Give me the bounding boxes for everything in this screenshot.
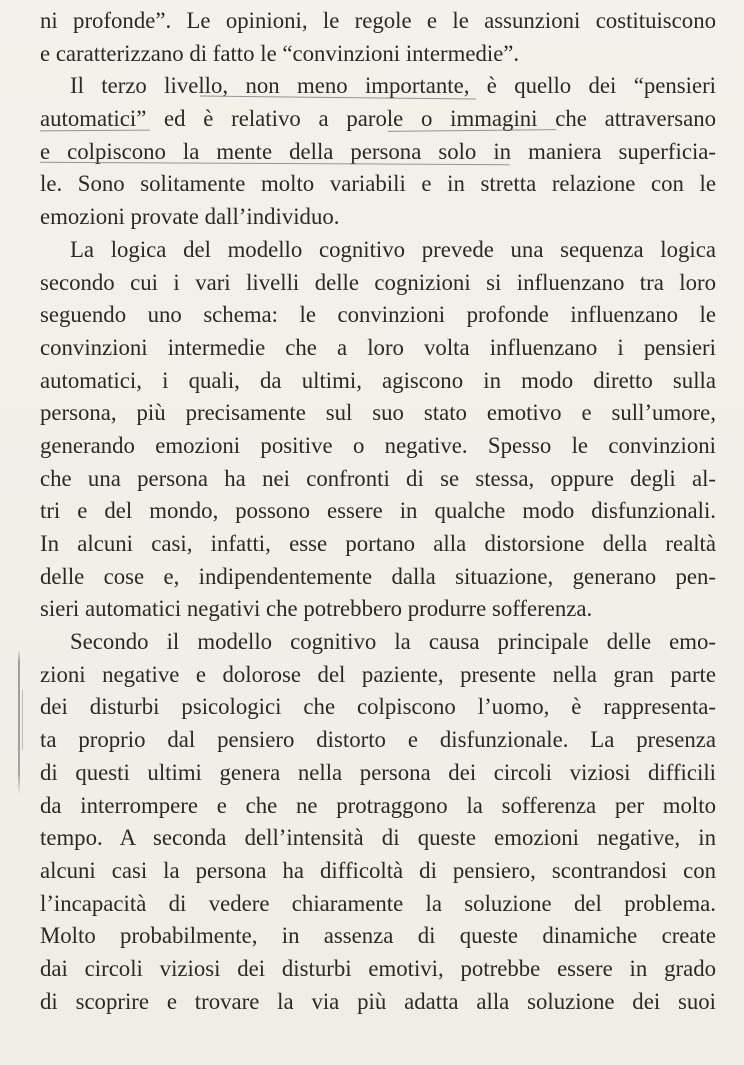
body-text xyxy=(40,5,716,1018)
text-line: persona, più precisamente sul suo stato emotivo e sull’umore, xyxy=(40,400,716,426)
text-line: tempo. A seconda dell’intensità di queste emozioni negative, in xyxy=(40,825,716,851)
text-line: Secondo il modello cognitivo la causa principale delle emo- xyxy=(70,629,716,655)
text-line: tri e del mondo, possono essere in qualche modo disfunzionali. xyxy=(40,498,716,524)
text-line: emozioni provate dall’individuo. xyxy=(40,204,340,230)
text-line: La logica del modello cognitivo prevede una sequenza logica xyxy=(70,236,716,262)
text-line: generando emozioni positive o negative. Spesso le convinzioni xyxy=(40,432,716,458)
text-line: secondo cui i vari livelli delle cognizioni si influenzano tra loro xyxy=(40,269,716,295)
text-line: delle cose e, indipendentemente dalla situazione, generano pen- xyxy=(40,563,716,589)
text-line: e colpiscono la mente della persona solo in maniera superficia- xyxy=(40,138,716,164)
text-line: dai circoli viziosi dei disturbi emotivi, potrebbe essere in grado xyxy=(40,955,716,981)
text-line: ta proprio dal pensiero distorto e disfunzionale. La presenza xyxy=(40,727,716,753)
text-line: dei disturbi psicologici che colpiscono l’uomo, è rappresenta- xyxy=(40,694,716,720)
text-line: sieri automatici negativi che potrebbero produrre sofferenza. xyxy=(40,596,593,622)
text-line: automatici” ed è relativo a parole o immagini che attraversano xyxy=(40,106,716,132)
text-line: di scoprire e trovare la via più adatta alla soluzione dei suoi xyxy=(40,988,716,1014)
text-line: le. Sono solitamente molto variabili e in stretta relazione con le xyxy=(40,171,716,197)
text-line: alcuni casi la persona ha difficoltà di pensiero, scontrandosi con xyxy=(40,857,716,883)
margin-pencil-mark xyxy=(18,650,20,795)
text-line: automatici, i quali, da ultimi, agiscono in modo diretto sulla xyxy=(40,367,716,393)
text-line: convinzioni intermedie che a loro volta influenzano i pensieri xyxy=(40,334,716,360)
margin-pencil-mark-secondary xyxy=(22,690,23,750)
text-line: zioni negative e dolorose del paziente, presente nella gran parte xyxy=(40,661,716,687)
text-line: l’incapacità di vedere chiaramente la soluzione del problema. xyxy=(40,890,716,916)
text-line: da interrompere e che ne protraggono la sofferenza per molto xyxy=(40,792,716,818)
text-line: In alcuni casi, infatti, esse portano alla distorsione della realtà xyxy=(40,531,716,556)
text-line: di questi ultimi genera nella persona dei circoli viziosi difficili xyxy=(40,759,716,785)
text-line: Il terzo livello, non meno importante, è quello dei “pensieri xyxy=(70,73,716,99)
text-line: seguendo uno schema: le convinzioni profonde influenzano le xyxy=(40,302,716,328)
text-line: e caratterizzano di fatto le “convinzioni intermedie”. xyxy=(40,40,520,66)
text-line: che una persona ha nei confronti di se stessa, oppure degli al- xyxy=(40,465,716,491)
text-line: ni profonde”. Le opinioni, le regole e le assunzioni costituiscono xyxy=(40,8,716,33)
text-line: Molto probabilmente, in assenza di queste dinamiche create xyxy=(40,923,716,949)
